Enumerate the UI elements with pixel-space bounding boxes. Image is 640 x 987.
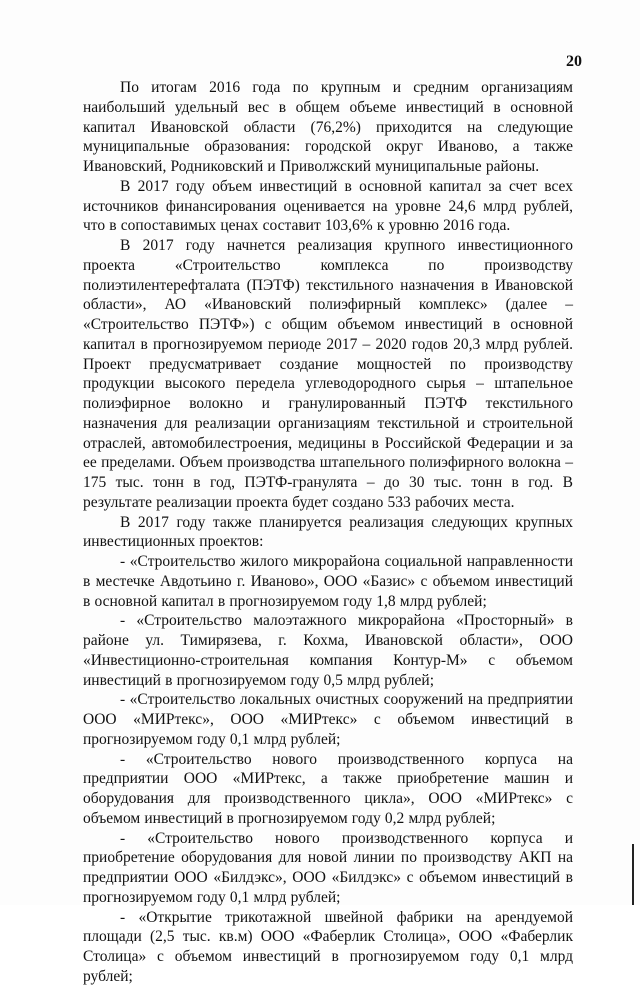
document-body: [83, 78, 573, 987]
list-item-prostorny-project: - «Строительство малоэтажного микрорайона «Просторный» в районе ул. Тимирязева, г. Кохма, Ивановской области», ООО «Инвестиционно-строительная компания Контур-М» с объемом инвестиций в прогнозируемом году 0,5 млрд рублей;: [83, 612, 573, 689]
list-item-bazis-project: - «Строительство жилого микрорайона социальной направленности в местечке Авдотьино г. Иваново», ООО «Базис» с объемом инвестиций в основной капитал в прогнозируемом году 1,8 млрд рублей;: [83, 553, 573, 610]
list-item-mirtex-treatment-project: - «Строительство локальных очистных сооружений на предприятии ООО «МИРтекс», ООО «МИРтекс» с объемом инвестиций в прогнозируемом году 0,1 млрд рублей;: [83, 691, 573, 748]
list-item-faberlic-project: - «Открытие трикотажной швейной фабрики на арендуемой площади (2,5 тыс. кв.м) ООО «Фаберлик Столица», ООО «Фаберлик Столица» с объемом инвестиций в прогнозируемом году 0,1 млрд рублей;: [83, 908, 573, 985]
scan-edge-line: [632, 844, 634, 905]
list-item-mirtex-production-project: - «Строительство нового производственного корпуса на предприятии ООО «МИРтекс, а также приобретение машин и оборудования для производственного цикла», ООО «МИРтекс» с объемом инвестиций в прогнозируемом году 0,2 млрд рублей;: [83, 750, 573, 827]
paragraph-petf-project: В 2017 году начнется реализация крупного инвестиционного проекта «Строительство комплекса по производству полиэтилентерефталата (ПЭТФ) текстильного назначения в Ивановской области», АО «Ивановский полиэфирный комплекс» (далее – «Строительство ПЭТФ») с общим объемом инвестиций в основной капитал в прогнозируемом периоде 2017 – 2020 годов 20,3 млрд рублей. Проект предусматривает создание мощностей по производству продукции высокого передела углеводородного сырья – штапельное полиэфирное волокно и гранулированный ПЭТФ текстильного назначения для реализации организациям текстильной и строительной отраслей, автомобилестроения, медицины в Российской Федерации и за ее пределами. Объем производства штапельного полиэфирного волокна – 175 тыс. тонн в год, ПЭТФ-гранулята – до 30 тыс. тонн в год. В результате реализации проекта будет создано 533 рабочих места.: [83, 237, 573, 511]
page-number: 20: [566, 53, 582, 70]
paragraph-investment-volume-2017: В 2017 году объем инвестиций в основной капитал за счет всех источников финансирования оценивается на уровне 24,6 млрд рублей, что в сопоставимых ценах составит 103,6% к уровню 2016 года.: [83, 177, 573, 235]
paragraph-projects-intro: В 2017 году также планируется реализация следующих крупных инвестиционных проектов:: [83, 513, 573, 551]
list-item-bildex-project: - «Строительство нового производственного корпуса и приобретение оборудования для новой линии по производству АКП на предприятии ООО «Билдэкс», ООО «Билдэкс» с объемом инвестиций в прогнозируемом году 0,1 млрд рублей;: [83, 829, 573, 906]
paragraph-investment-structure-2016: По итогам 2016 года по крупным и средним организациям наибольший удельный вес в общем объеме инвестиций в основной капитал Ивановской области (76,2%) приходится на следующие муниципальные образования: городской округ Иваново, а также Ивановский, Родниковский и Приволжский муниципальные районы.: [83, 79, 573, 175]
